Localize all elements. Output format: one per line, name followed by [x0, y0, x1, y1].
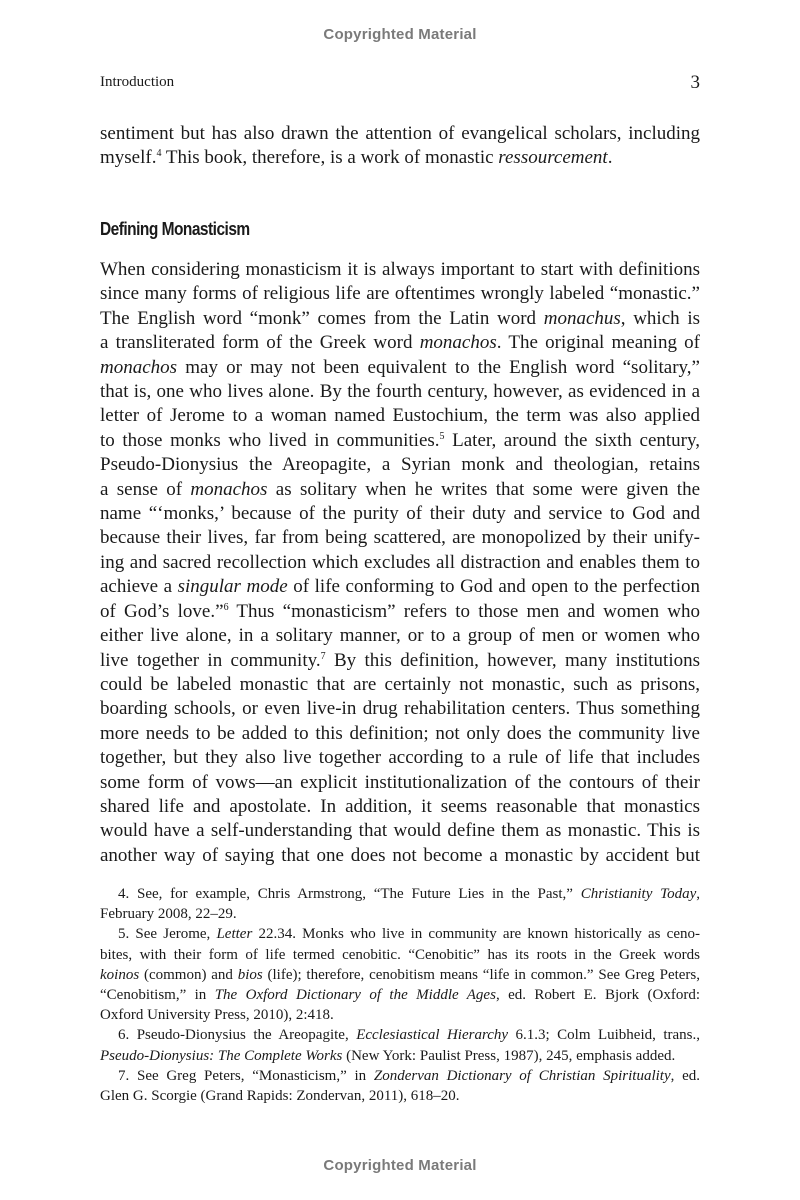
text-line	[100, 146, 700, 170]
text-line	[100, 478, 700, 502]
text-line: because their lives, far from being scattered, are monopolized by their unify-	[100, 527, 700, 549]
footnote-ref-6[interactable]: 6	[223, 601, 229, 613]
text-line: When considering monasticism it is always important to start with definitions	[100, 259, 700, 280]
text-span: , which is	[620, 307, 700, 329]
text-span: to those monks who lived in communities.	[100, 429, 440, 451]
text-span: of God’s love.”	[100, 600, 224, 622]
footnote-line: Glen G. Scorgie (Grand Rapids: Zondervan, 2011), 618–20.	[100, 1088, 460, 1105]
text-line: letter of Jerome to a woman named Eustochium, the term was also applied	[100, 405, 700, 427]
section-heading: Defining Monasticism	[100, 219, 250, 239]
text-span: 22.34. Monks who live in community are known historically as ceno-	[252, 926, 700, 943]
footnote-ref-5[interactable]: 5	[439, 430, 445, 442]
text-line: boarding schools, or even live-in drug rehabilitation centers. Thus something	[100, 698, 700, 720]
text-span: a transliterated form of the Greek word	[100, 332, 420, 354]
text-span: Later, around the sixth century,	[444, 429, 701, 451]
text-span: “Cenobitism,” in	[100, 987, 215, 1004]
text-span: , ed.	[670, 1067, 700, 1084]
italic-term: ressourcement	[498, 147, 608, 169]
text-span: as solitary when he writes that some were given the	[267, 478, 700, 500]
italic-term: monachos	[419, 332, 497, 354]
footnote-line	[100, 985, 700, 1005]
text-span: Thus “monasticism” refers to those men and women who	[228, 600, 701, 622]
text-span: ,	[696, 886, 700, 902]
footnote-6	[100, 1025, 700, 1065]
text-line: would have a self-understanding that would define them as monastic. This is	[100, 820, 700, 842]
text-span: (New York: Paulist Press, 1987), 245, emphasis added.	[342, 1047, 676, 1064]
footnote-line: bites, with their form of life termed cenobitic. “Cenobitic” has its roots in the Greek words	[100, 946, 700, 963]
footnote-5	[100, 924, 700, 1025]
italic-term: monachus	[543, 307, 621, 329]
text-span: 6.1.3; Colm Luibheid, trans.,	[508, 1027, 701, 1044]
text-line: since many forms of religious life are oftentimes wrongly labeled “monastic.”	[100, 283, 700, 305]
text-span: myself.	[100, 147, 157, 169]
footnote-line	[100, 924, 700, 944]
footnote-4	[100, 884, 700, 924]
footnote-7	[100, 1066, 700, 1106]
footnote-line	[100, 1025, 700, 1045]
text-line: some form of vows—an explicit institutionalization of the contours of their	[100, 771, 700, 793]
footnote-line	[100, 1066, 700, 1086]
text-line: that is, one who lives alone. By the fourth century, however, as evidenced in a	[100, 381, 700, 403]
text-line: together, but they also live together according to a rule of life that includes	[100, 747, 700, 769]
continued-paragraph	[100, 122, 700, 171]
footnote-line	[100, 965, 700, 985]
italic-title: Ecclesiastical Hierarchy	[356, 1027, 509, 1044]
footnote-line	[100, 1046, 700, 1066]
italic-term: singular mode	[177, 576, 288, 598]
text-line	[100, 429, 700, 453]
copyright-watermark-top: Copyrighted Material	[323, 26, 477, 43]
text-line: ing and sacred recollection which excludes all distraction and enables them to	[100, 551, 700, 573]
text-span: 6. Pseudo-Dionysius the Areopagite,	[118, 1027, 357, 1044]
footnote-line: February 2008, 22–29.	[100, 906, 237, 923]
text-line	[100, 575, 700, 599]
text-span: This book, therefore, is a work of monastic	[161, 147, 499, 169]
footnotes	[100, 884, 700, 1106]
copyright-watermark-bottom: Copyrighted Material	[323, 1157, 477, 1174]
chapter-title: Introduction	[100, 74, 175, 90]
text-line: another way of saying that one does not become a monastic by accident but	[100, 844, 700, 866]
text-span: The English word “monk” comes from the Latin word	[100, 307, 544, 329]
italic-term: bios	[237, 966, 263, 983]
italic-title: Pseudo-Dionysius: The Complete Works	[100, 1047, 343, 1064]
text-line	[100, 600, 700, 624]
text-line: either live alone, in a solitary manner, or to a group of men or women who	[100, 625, 700, 647]
footnote-line	[100, 884, 700, 904]
text-line	[100, 331, 700, 355]
italic-title: Christianity Today	[580, 886, 697, 902]
text-span: live together in community.	[100, 649, 321, 671]
footnote-ref-4[interactable]: 4	[156, 148, 162, 160]
footnote-line: Oxford University Press, 2010), 2:418.	[100, 1007, 334, 1024]
text-line: could be labeled monastic that are certainly not monastic, such as prisons,	[100, 673, 700, 695]
text-span: a sense of	[100, 478, 191, 500]
text-line	[100, 356, 700, 380]
text-span: 5. See Jerome,	[118, 926, 217, 943]
text-line: sentiment but has also drawn the attention of evangelical scholars, including	[100, 123, 700, 144]
text-span: (life); therefore, cenobitism means “life in common.” See Greg Peters,	[262, 966, 701, 983]
text-line: Pseudo-Dionysius the Areopagite, a Syrian monk and theologian, retains	[100, 454, 700, 476]
italic-term: koinos	[100, 966, 140, 983]
page-number: 3	[690, 72, 700, 93]
text-line	[100, 307, 700, 331]
text-span: may or may not been equivalent to the English word “solitary,”	[177, 356, 700, 378]
text-span: of life conforming to God and open to the perfection	[287, 576, 701, 598]
italic-title: Zondervan Dictionary of Christian Spirituality	[373, 1067, 671, 1084]
text-span: (common) and	[139, 966, 238, 983]
text-line: shared life and apostolate. In addition, it seems reasonable that monastics	[100, 795, 700, 817]
main-paragraph	[100, 258, 700, 868]
italic-title: Letter	[216, 926, 253, 943]
text-line: name “‘monks,’ because of the purity of their duty and service to God and	[100, 503, 700, 525]
text-line: more needs to be added to this definition; not only does the community live	[100, 722, 700, 744]
italic-term: monachos	[190, 478, 268, 500]
text-span: achieve a	[100, 576, 178, 598]
italic-title: The Oxford Dictionary of the Middle Ages	[214, 987, 496, 1004]
text-span: , ed. Robert E. Bjork (Oxford:	[495, 987, 700, 1004]
text-span: . The original meaning of	[496, 332, 701, 354]
italic-term: monachos	[100, 356, 178, 378]
text-line	[100, 649, 700, 673]
text-span: .	[607, 147, 613, 169]
text-span: 7. See Greg Peters, “Monasticism,” in	[118, 1067, 374, 1084]
text-span: 4. See, for example, Chris Armstrong, “The Future Lies in the Past,”	[118, 886, 581, 902]
text-span: By this definition, however, many institutions	[325, 649, 701, 671]
footnote-ref-7[interactable]: 7	[320, 650, 326, 662]
